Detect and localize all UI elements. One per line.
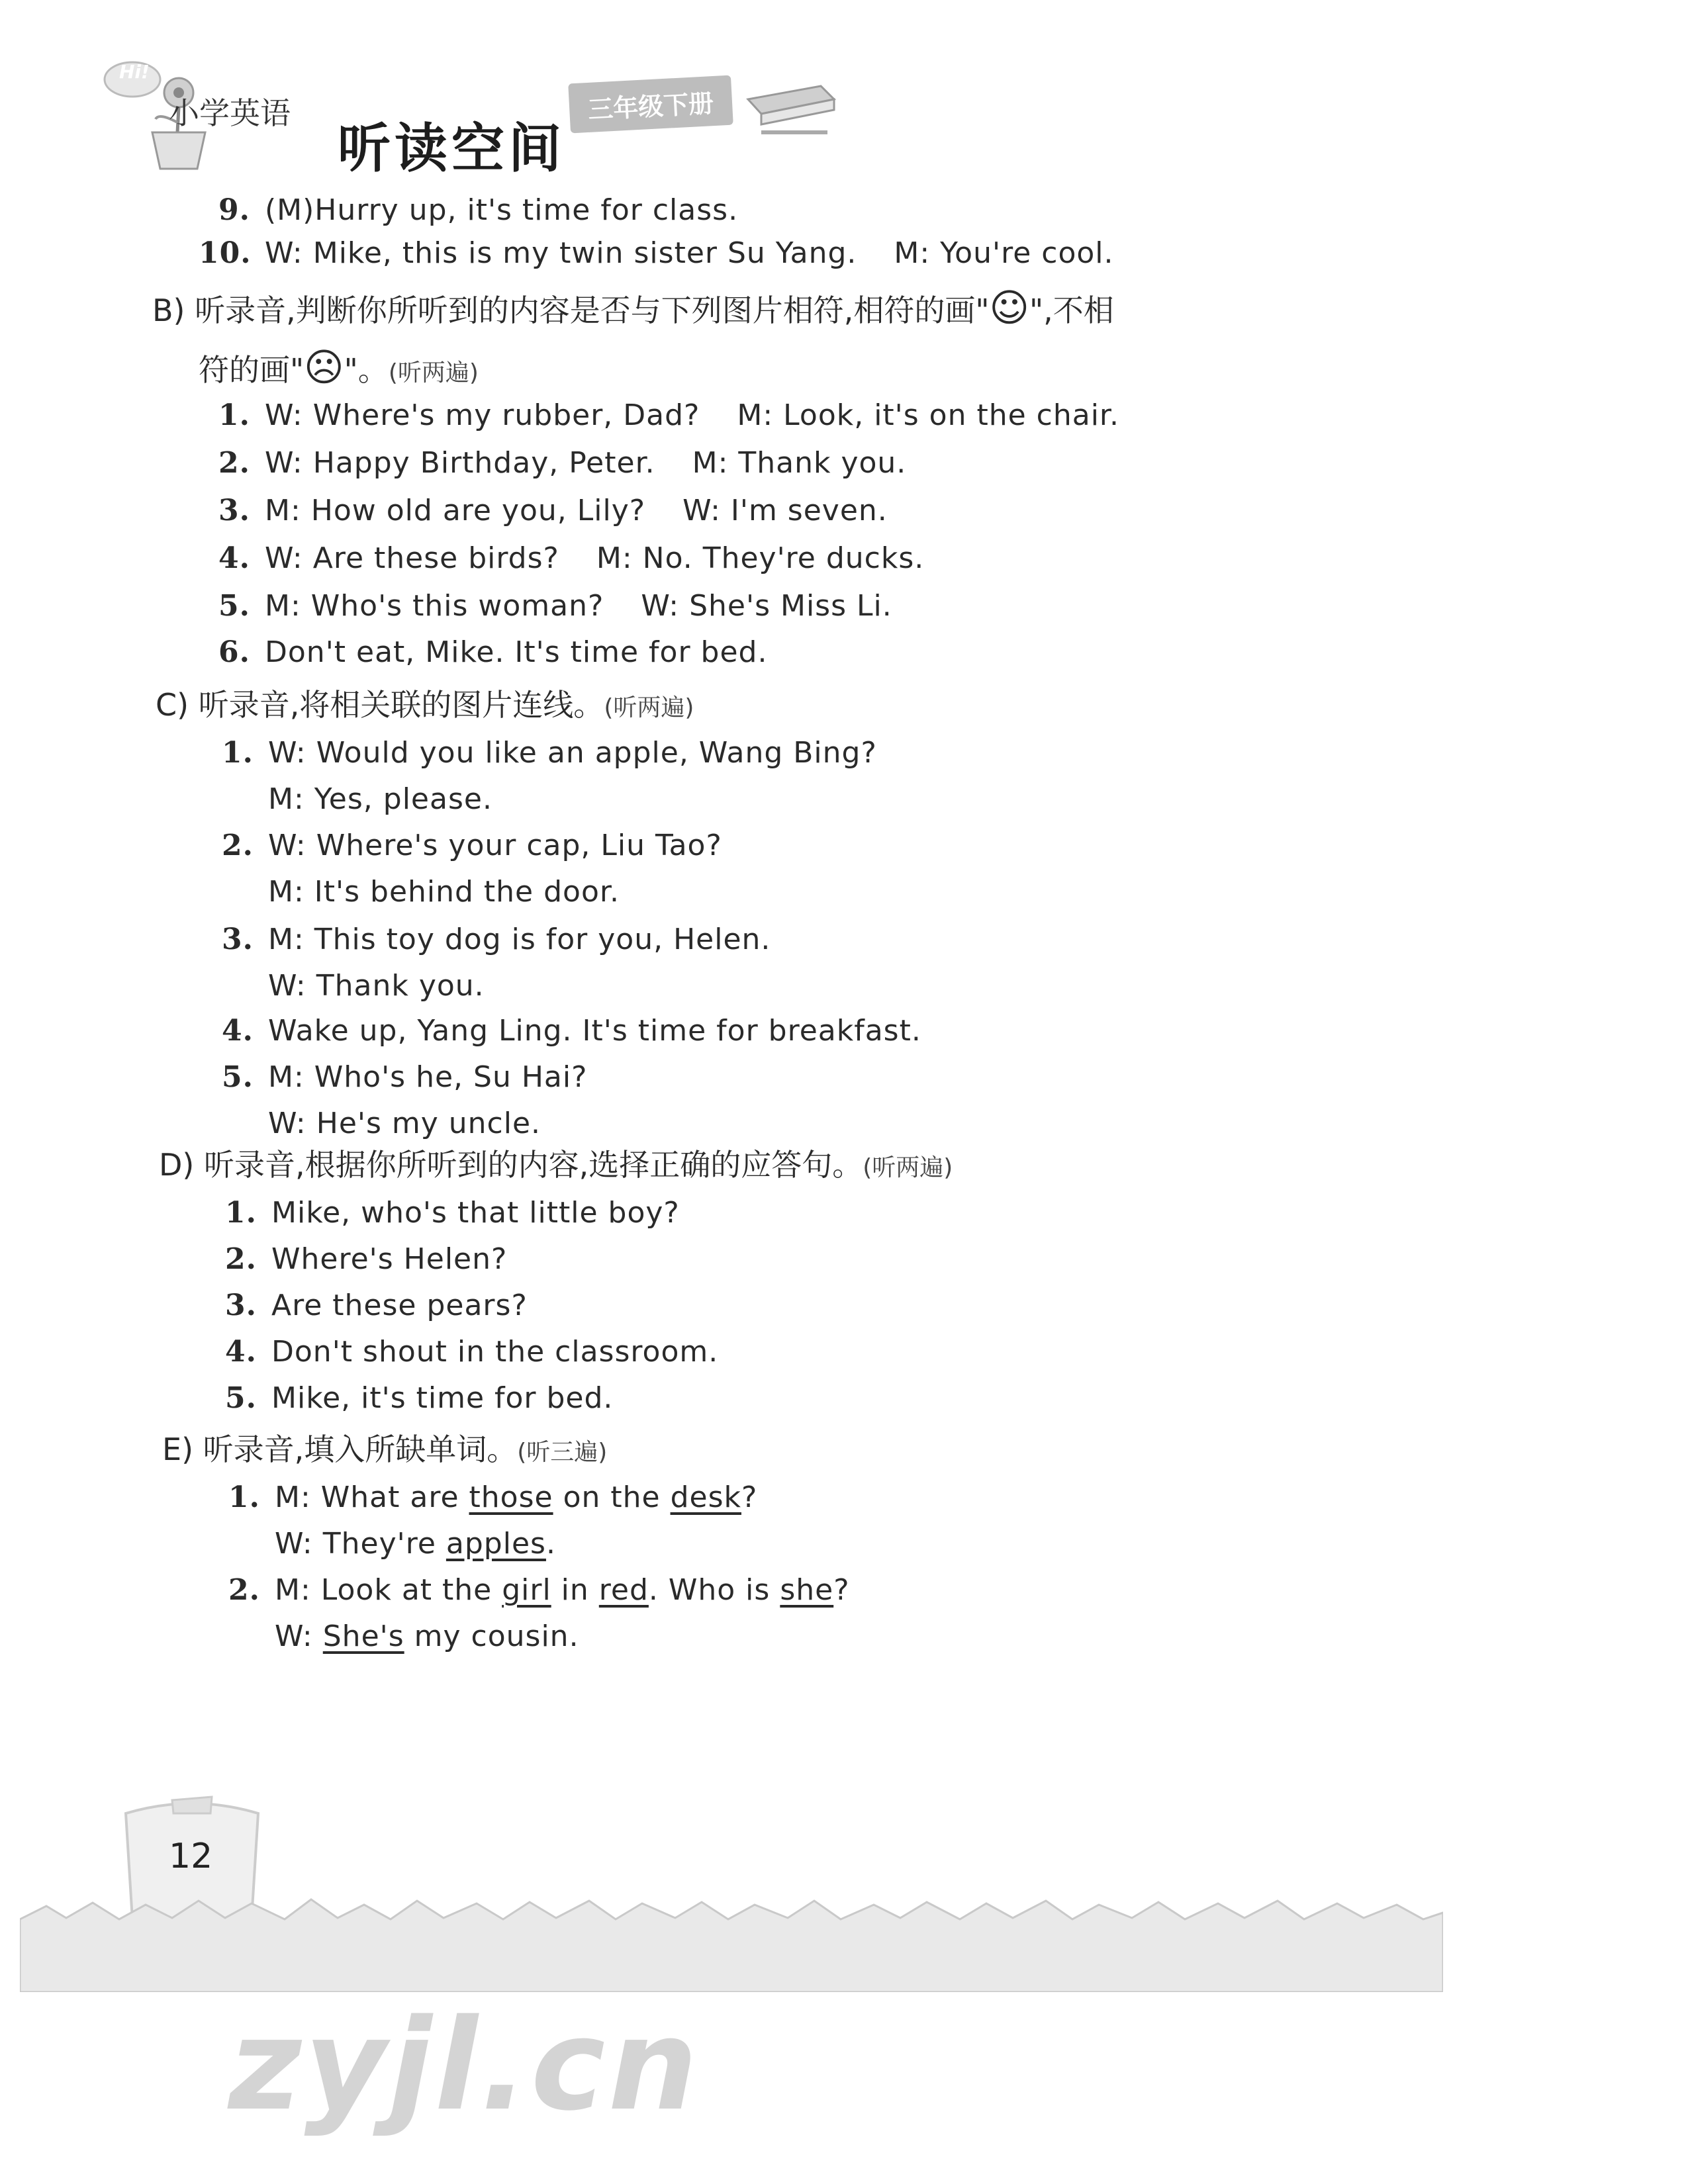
blank-answer: apples <box>445 1527 546 1561</box>
list-item: 2. W: Happy Birthday, Peter. M: Thank you. <box>218 446 907 480</box>
list-item: 5. M: Who's he, Su Hai? <box>222 1060 588 1094</box>
list-item: 3. M: This toy dog is for you, Helen. <box>222 923 771 956</box>
list-item: 1. W: Would you like an apple, Wang Bing? <box>222 736 877 770</box>
list-item: 1. W: Where's my rubber, Dad? M: Look, it's on the chair. <box>218 398 1119 432</box>
smile-face-icon: ☺ <box>989 285 1029 330</box>
blank-answer: desk <box>670 1480 741 1514</box>
series-subject: 小学英语 <box>169 95 291 131</box>
blank-answer: those <box>469 1480 553 1514</box>
list-item: 2. Where's Helen? <box>225 1242 508 1276</box>
series-title: 听读空间 <box>338 118 565 179</box>
blank-answer: girl <box>502 1573 551 1607</box>
list-item: 5. M: Who's this woman? W: She's Miss Li. <box>218 589 892 623</box>
watermark: zyjl.cn <box>228 1992 700 2138</box>
footer-grass-decoration-icon <box>20 1866 1443 1992</box>
list-item-continuation: W: Thank you. <box>268 969 485 1003</box>
section-b-title-line2: 符的画"☹"。(听两遍) <box>199 345 479 390</box>
page-number: 12 <box>169 1837 213 1876</box>
header <box>40 33 834 179</box>
list-item: 1. M: What are those on the desk? <box>228 1480 758 1514</box>
frown-face-icon: ☹ <box>304 345 344 390</box>
list-item: 2. M: Look at the girl in red. Who is she? <box>228 1573 850 1607</box>
blank-answer: She's <box>322 1619 404 1653</box>
section-c-title: C) 听录音,将相关联的图片连线。(听两遍) <box>156 687 694 723</box>
list-item-continuation: M: It's behind the door. <box>268 875 620 909</box>
list-item: 10. W: Mike, this is my twin sister Su Yang. M: You're cool. <box>199 236 1114 270</box>
list-item: 3. Are these pears? <box>225 1289 528 1322</box>
section-d-title: D) 听录音,根据你所听到的内容,选择正确的应答句。(听两遍) <box>159 1147 953 1183</box>
blank-answer: red <box>598 1573 649 1607</box>
list-item: 4. Wake up, Yang Ling. It's time for breakfast. <box>222 1014 921 1048</box>
list-item-continuation: M: Yes, please. <box>268 782 492 816</box>
hi-badge: Hi! <box>119 61 150 83</box>
list-item: 1. Mike, who's that little boy? <box>225 1196 680 1230</box>
blank-answer: she <box>780 1573 834 1607</box>
list-item: 6. Don't eat, Mike. It's time for bed. <box>218 635 768 669</box>
list-item: 2. W: Where's your cap, Liu Tao? <box>222 829 722 862</box>
list-item: 3. M: How old are you, Lily? W: I'm seven. <box>218 494 888 527</box>
section-e-title: E) 听录音,填入所缺单词。(听三遍) <box>162 1432 608 1467</box>
list-item-continuation: W: She's my cousin. <box>275 1619 579 1653</box>
list-item: 4. Don't shout in the classroom. <box>225 1335 719 1369</box>
list-item: 9. (M)Hurry up, it's time for class. <box>218 193 739 227</box>
list-item: 5. Mike, it's time for bed. <box>225 1381 614 1415</box>
list-item: 4. W: Are these birds? M: No. They're ducks. <box>218 541 925 575</box>
list-item-continuation: W: He's my uncle. <box>268 1107 541 1140</box>
book-stack-icon <box>741 73 841 146</box>
list-item-continuation: W: They're apples. <box>275 1527 556 1561</box>
grade-tab: 三年级下册 <box>568 75 733 134</box>
section-b-title: B) 听录音,判断你所听到的内容是否与下列图片相符,相符的画"☺",不相 <box>152 285 1114 330</box>
